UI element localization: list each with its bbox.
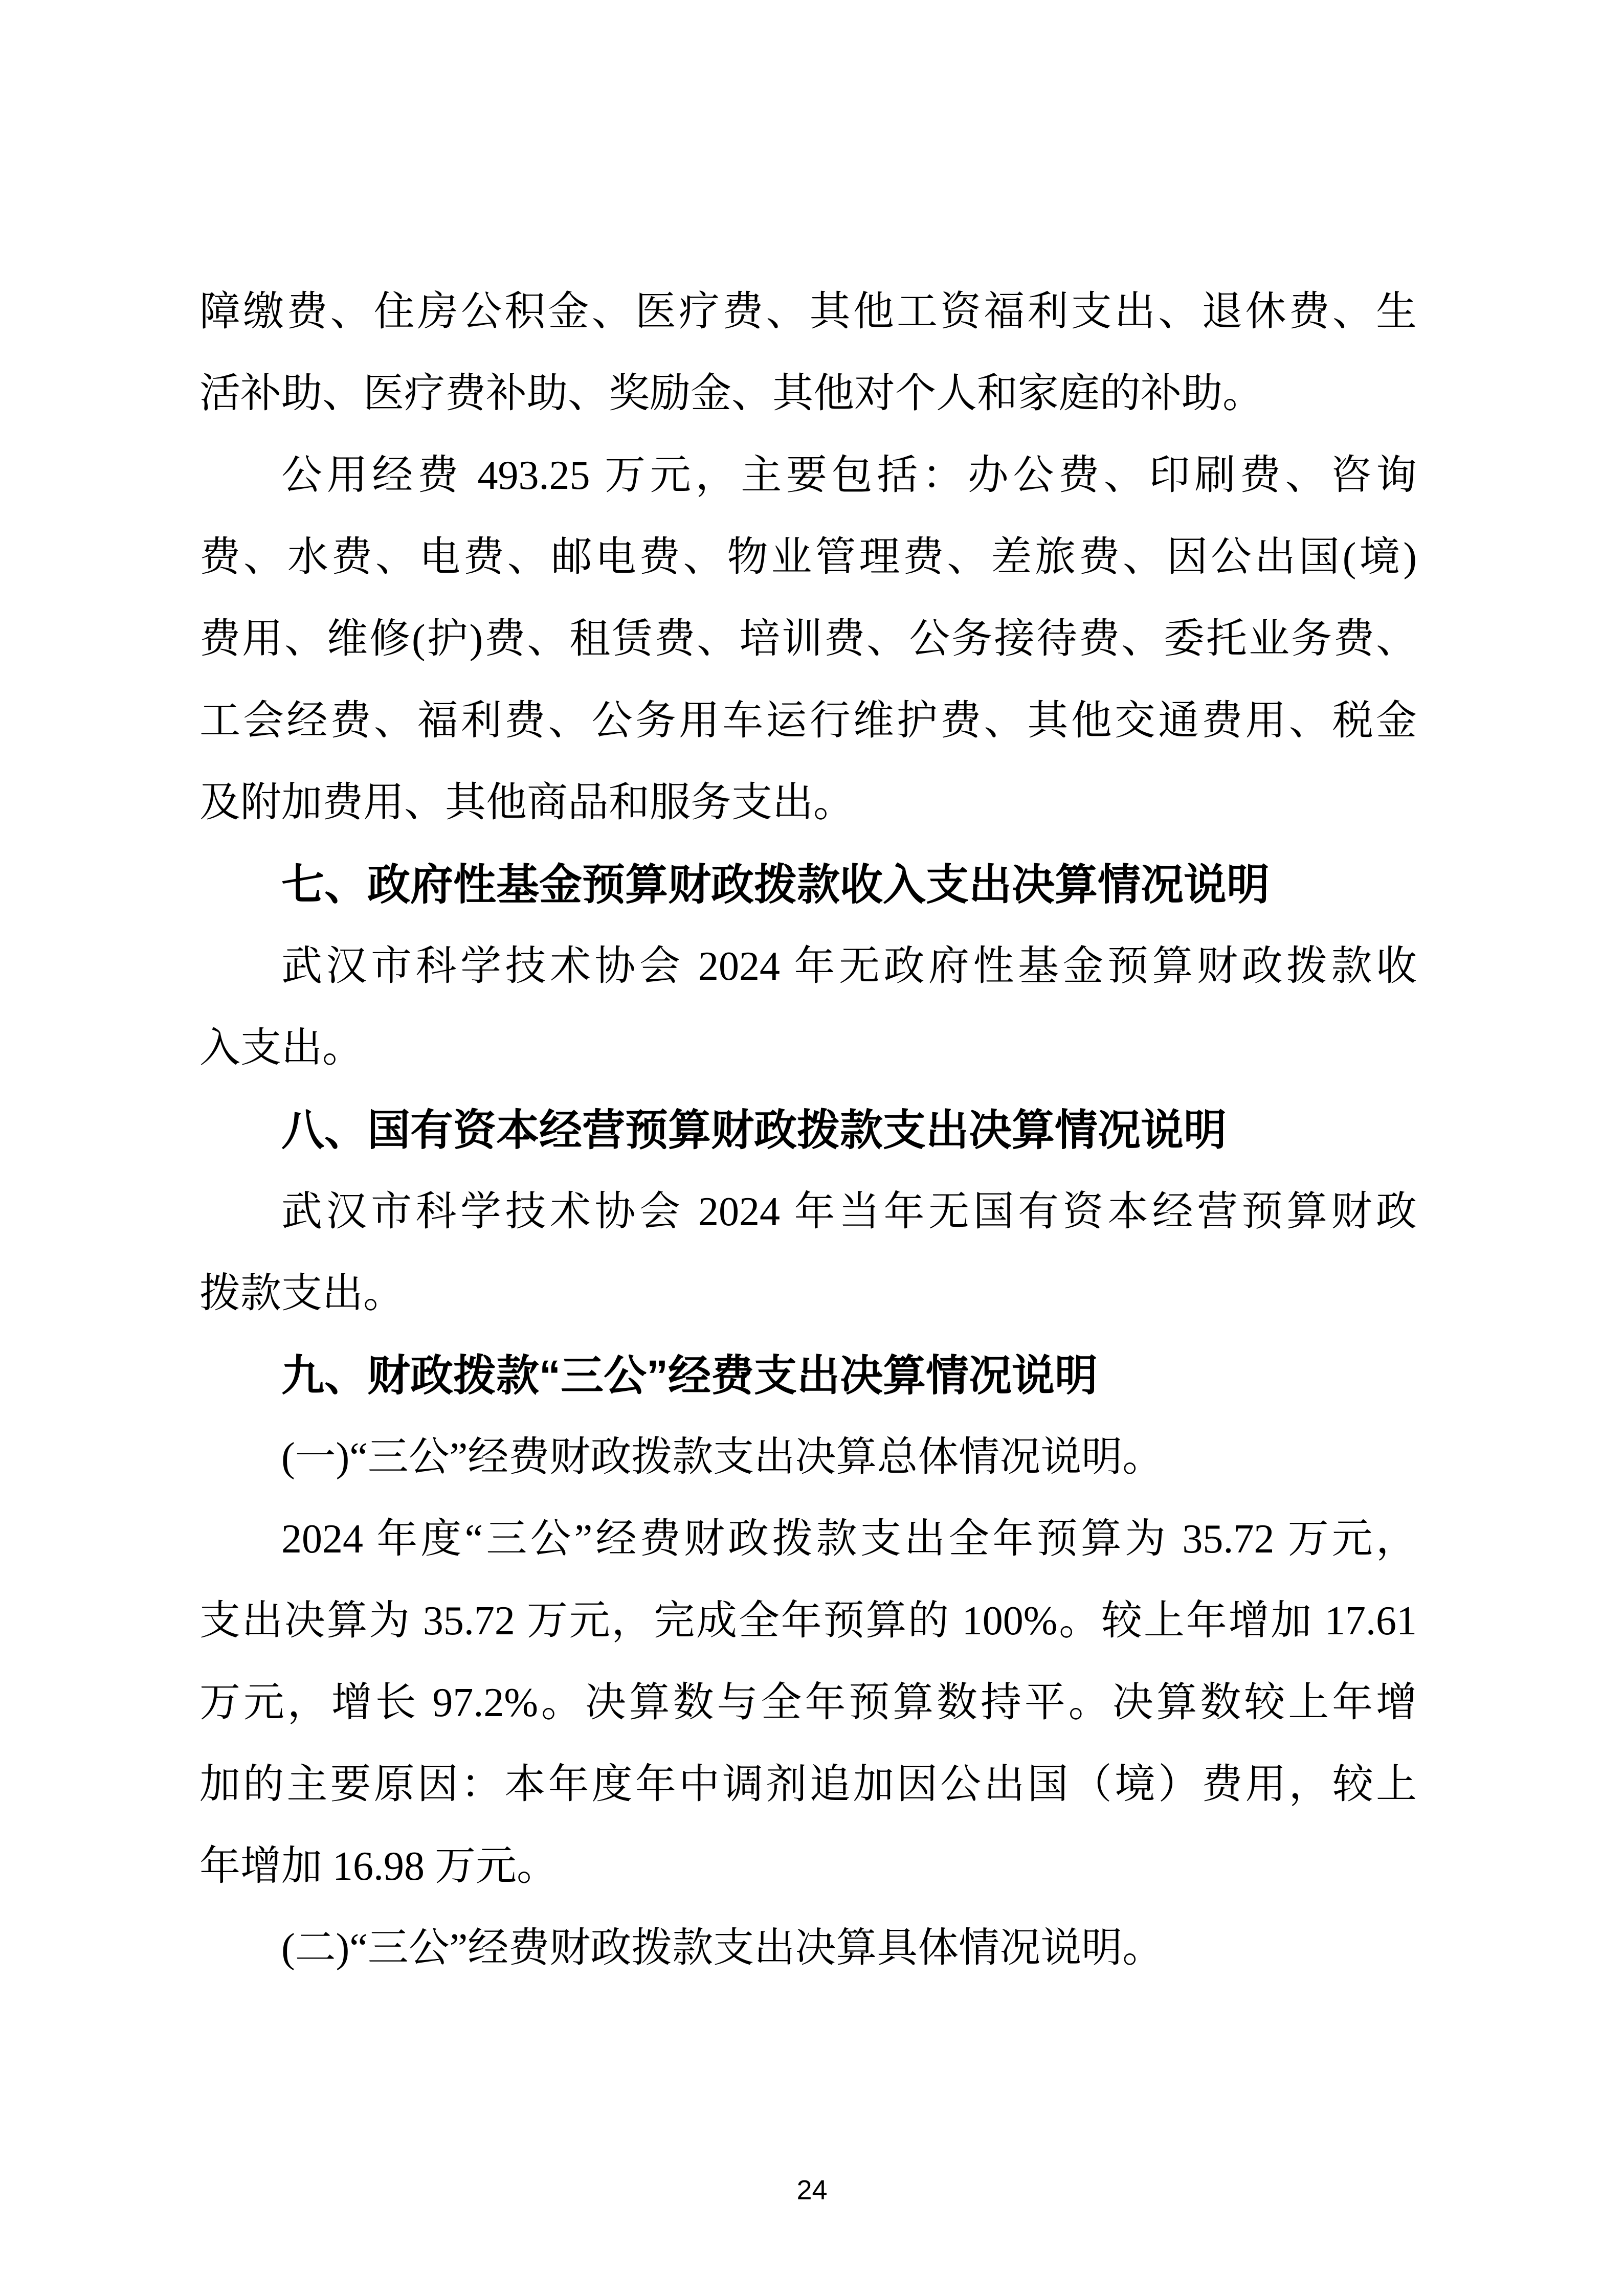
paragraph-line: (一)“三公”经费财政拨款支出决算总体情况说明。: [281, 1435, 1164, 1480]
paragraph-line: 支出决算为 35.72 万元，完成全年预算的 100%。较上年增加 17.61: [199, 1599, 1417, 1644]
section-heading: 八、国有资本经营预算财政拨款支出决算情况说明: [281, 1106, 1227, 1154]
paragraph-line: 障缴费、住房公积金、医疗费、其他工资福利支出、退休费、生: [199, 289, 1417, 334]
paragraph-line: 费用、维修(护)费、租赁费、培训费、公务接待费、委托业务费、: [199, 617, 1417, 662]
paragraph-line: 拨款支出。: [199, 1271, 404, 1316]
paragraph-line: 武汉市科学技术协会 2024 年无政府性基金预算财政拨款收: [281, 944, 1417, 989]
paragraph-line: 入支出。: [199, 1026, 363, 1071]
paragraph-line: 2024 年度“三公”经费财政拨款支出全年预算为 35.72 万元，: [281, 1517, 1417, 1562]
paragraph-line: 工会经费、福利费、公务用车运行维护费、其他交通费用、税金: [199, 699, 1417, 744]
paragraph-line: 万元，增长 97.2%。决算数与全年预算数持平。决算数较上年增: [199, 1680, 1417, 1725]
paragraph-line: 年增加 16.98 万元。: [199, 1844, 558, 1889]
paragraph-line: 活补助、医疗费补助、奖励金、其他对个人和家庭的补助。: [199, 371, 1263, 416]
paragraph-line: 加的主要原因：本年度年中调剂追加因公出国（境）费用，较上: [199, 1762, 1417, 1807]
document-body: [199, 271, 1417, 1989]
paragraph-line: (二)“三公”经费财政拨款支出决算具体情况说明。: [281, 1926, 1164, 1971]
paragraph-line: 费、水费、电费、邮电费、物业管理费、差旅费、因公出国(境): [199, 535, 1417, 580]
paragraph-line: 武汉市科学技术协会 2024 年当年无国有资本经营预算财政: [281, 1189, 1417, 1234]
section-heading: 七、政府性基金预算财政拨款收入支出决算情况说明: [281, 861, 1270, 909]
page-number: 24: [796, 2175, 828, 2205]
section-heading: 九、财政拨款“三公”经费支出决算情况说明: [281, 1352, 1098, 1400]
paragraph-line: 及附加费用、其他商品和服务支出。: [199, 780, 854, 825]
paragraph-line: 公用经费 493.25 万元，主要包括：办公费、印刷费、咨询: [281, 453, 1417, 498]
